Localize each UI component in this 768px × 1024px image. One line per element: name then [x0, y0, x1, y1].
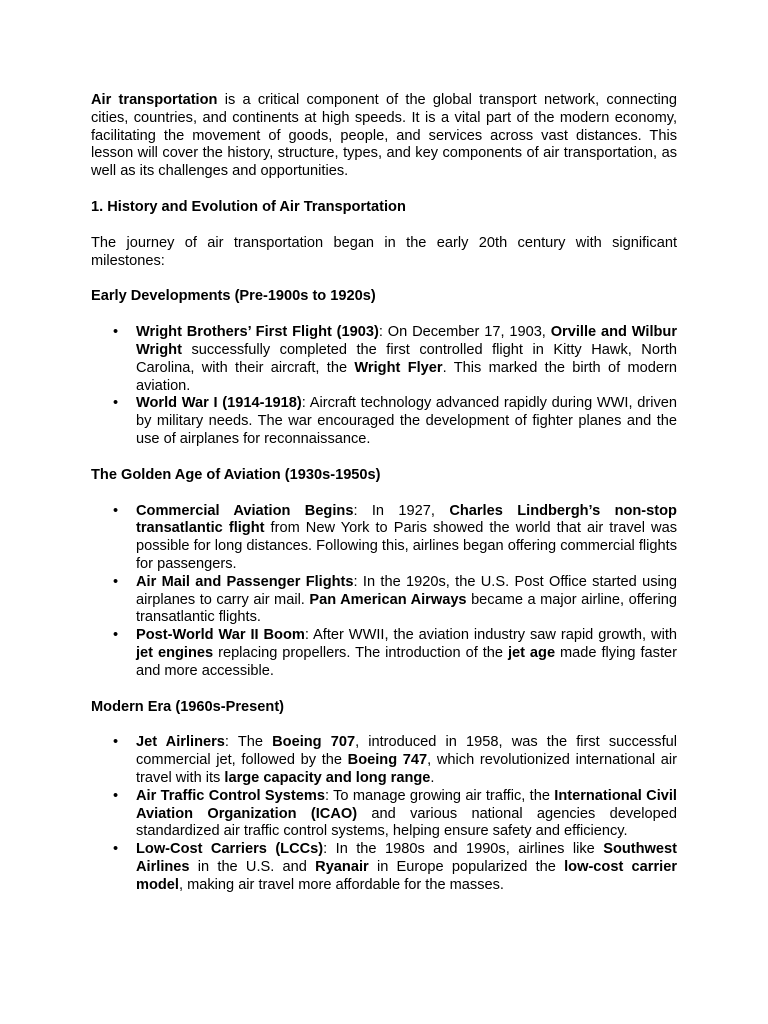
item-term: Commercial Aviation Begins — [136, 502, 354, 519]
item-text: : In the 1920s, the U.S. Post Office started using airplanes to carry air mail. — [136, 573, 677, 608]
item-term: Boeing 707 — [272, 734, 356, 751]
intro-term: Air transportation — [91, 92, 218, 108]
item-term: large capacity and long range — [224, 769, 431, 786]
item-text: successfully completed the first controlled flight in Kitty Hawk, North Carolina, with their aircraft, the — [136, 341, 677, 376]
item-term: Pan American Airways — [309, 591, 467, 608]
early-list — [91, 324, 677, 449]
item-term: Low-Cost Carriers (LCCs) — [136, 841, 324, 858]
item-term: Air Mail and Passenger Flights — [136, 573, 354, 590]
item-text: in the U.S. and — [189, 858, 316, 875]
subheading-golden: The Golden Age of Aviation (1930s-1950s) — [91, 466, 381, 483]
item-text: and various national agencies developed standardized air traffic control systems, helping ensure safety and efficiency. — [136, 805, 677, 840]
item-term: Southwest Airlines — [136, 841, 677, 875]
bullet-icon: • — [113, 324, 119, 341]
item-term: International Civil Aviation Organization (ICAO) — [136, 787, 677, 822]
item-text: : In 1927, — [353, 502, 450, 519]
item-text: . This marked the birth of modern aviation. — [136, 359, 678, 394]
item-text: : Aircraft technology advanced rapidly during WWI, driven by military needs. The war encouraged the development of fighter planes and the use of airplanes for reconnaissance. — [136, 395, 677, 447]
item-text: , which revolutionized international air travel with its — [136, 752, 677, 786]
list-item — [91, 324, 677, 395]
item-text: . — [430, 769, 435, 786]
item-term: jet engines — [136, 644, 214, 661]
item-text: , making air travel more affordable for the masses. — [178, 876, 504, 893]
item-text: : To manage growing air traffic, the — [324, 787, 555, 804]
item-text: made flying faster and more accessible. — [136, 644, 677, 679]
list-item — [91, 503, 677, 574]
modern-list — [91, 734, 677, 894]
item-term: Ryanair — [315, 858, 369, 875]
list-item — [91, 627, 677, 680]
item-text: : On December 17, 1903, — [378, 324, 551, 341]
bullet-icon: • — [113, 627, 119, 644]
golden-list — [91, 503, 677, 681]
list-item — [91, 841, 677, 894]
bullet-icon: • — [113, 395, 119, 412]
section-lead: The journey of air transportation began in the early 20th century with significant milestones: — [91, 234, 677, 269]
item-text: : After WWII, the aviation industry saw rapid growth, with — [304, 627, 677, 644]
item-term: Charles Lindbergh’s non-stop transatlantic flight — [136, 502, 677, 537]
item-text: , introduced in 1958, was the first successful commercial jet, followed by the — [136, 734, 677, 769]
item-term: low-cost carrier model — [136, 858, 678, 893]
list-item — [91, 395, 677, 448]
item-text: became a major airline, offering transatlantic flights. — [136, 591, 678, 626]
bullet-icon: • — [113, 573, 119, 590]
item-term: World War I (1914-1918) — [136, 395, 302, 412]
item-text: from New York to Paris showed the world that air travel was possible for long distances. Following this, airlines began offering commercial flights for passengers. — [136, 520, 677, 572]
subheading-modern: Modern Era (1960s-Present) — [91, 698, 285, 715]
intro-text: is a critical component of the global transport network, connecting cities, countries, and continents at high speeds. It is a vital part of the modern economy, facilitating the movement of goods, people, and services across vast distances. This lesson will cover the history, structure, types, and key components of air transportation, as well as its challenges and opportunities. — [91, 92, 677, 180]
list-item — [91, 734, 677, 787]
item-term: Air Traffic Control Systems — [136, 787, 325, 804]
item-text: in Europe popularized the — [368, 858, 565, 875]
item-text: replacing propellers. The introduction of the — [213, 644, 508, 661]
item-term: jet age — [507, 644, 556, 661]
item-term: Wright Flyer — [354, 359, 443, 376]
bullet-icon: • — [113, 502, 119, 519]
list-item — [91, 788, 677, 841]
intro-paragraph — [91, 92, 677, 181]
list-item — [91, 574, 677, 627]
item-term: Post-World War II Boom — [136, 627, 305, 644]
item-text: : The — [224, 734, 273, 751]
item-term: Jet Airliners — [136, 734, 225, 751]
item-term: Boeing 747 — [347, 752, 428, 769]
bullet-icon: • — [113, 787, 119, 804]
bullet-icon: • — [113, 734, 119, 751]
section-heading: 1. History and Evolution of Air Transportation — [91, 198, 406, 215]
subheading-early: Early Developments (Pre-1900s to 1920s) — [91, 288, 376, 305]
item-term: Wright Brothers’ First Flight (1903) — [136, 324, 379, 341]
item-term: Orville and Wilbur Wright — [136, 324, 678, 358]
item-text: : In the 1980s and 1990s, airlines like — [323, 841, 604, 858]
bullet-icon: • — [113, 841, 119, 858]
